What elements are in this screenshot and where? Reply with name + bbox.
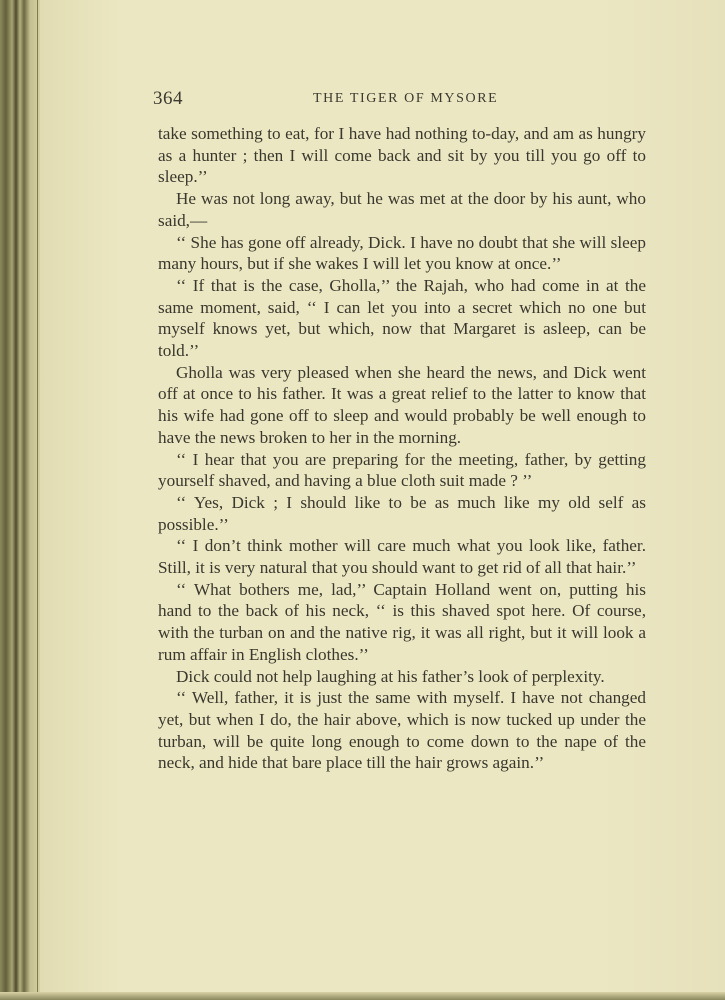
paragraph: Dick could not help laughing at his father’s look of perplexity. bbox=[176, 666, 605, 686]
paragraph: ‘‘ Yes, Dick ; I should like to be as much like my old self as possible.’’ bbox=[158, 492, 646, 534]
paragraph: ‘‘ I hear that you are preparing for the meeting, father, by getting yourself shaved, and having a blue cloth suit made ? ’’ bbox=[158, 449, 646, 491]
page-bottom-edge bbox=[0, 992, 725, 1000]
running-title: THE TIGER OF MYSORE bbox=[313, 91, 499, 106]
page-header bbox=[0, 88, 725, 112]
paragraph: ‘‘ Well, father, it is just the same with myself. I have not changed yet, but when I do, the hair above, which is now tucked up under the turban, will be quite long enough to come down to the nape of the neck, and hide that bare place till the hair grows again.’’ bbox=[158, 688, 646, 773]
paragraph: ‘‘ She has gone off already, Dick. I have no doubt that she will sleep many hours, but if she wakes I will let you know at once.’’ bbox=[158, 232, 646, 274]
page-number: 364 bbox=[153, 88, 183, 109]
paragraph: take something to eat, for I have had nothing to-day, and am as hungry as a hunter ; then I will come back and sit by you till you go off to sleep.’’ bbox=[158, 124, 646, 187]
book-spine bbox=[0, 0, 40, 1000]
paragraph: He was not long away, but he was met at the door by his aunt, who said,— bbox=[158, 189, 646, 230]
paragraph: Gholla was very pleased when she heard the news, and Dick went off at once to his father. It was a great relief to the latter to know that his wife had gone off to sleep and would probably be well enough to have the news broken to her in the morning. bbox=[158, 362, 646, 447]
paragraph: ‘‘ What bothers me, lad,’’ Captain Holland went on, putting his hand to the back of his neck, ‘‘ is this shaved spot here. Of course, with the turban on and the native rig, it was all right, but it will look a rum affair in English clothes.’’ bbox=[158, 579, 646, 664]
body-text bbox=[158, 123, 646, 774]
paragraph: ‘‘ If that is the case, Gholla,’’ the Rajah, who had come in at the same moment, said, ‘‘ I can let you into a secret which no one but myself knows yet, but which, now that Margaret is asleep, can be told.’’ bbox=[158, 275, 646, 361]
paragraph: ‘‘ I don’t think mother will care much what you look like, father. Still, it is very natural that you should want to get rid of all that hair.’’ bbox=[158, 536, 646, 578]
